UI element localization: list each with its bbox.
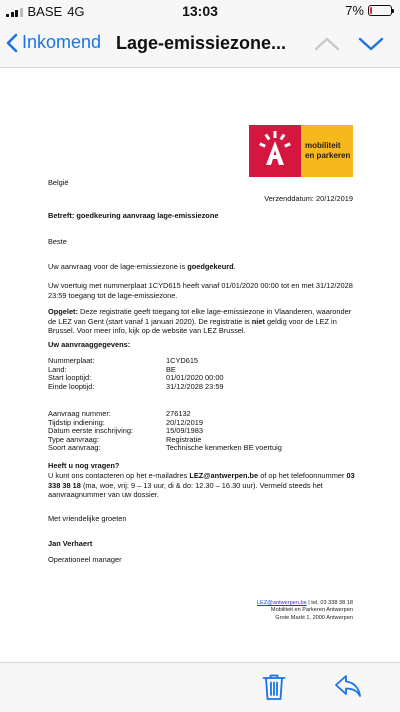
approval-paragraph: Uw aanvraag voor de lage-emissiezone is goedgekeurd. [48,262,236,271]
signer-name: Jan Verhaert [48,539,93,548]
help-phone-link[interactable]: 03 338 38 18 [48,471,355,490]
detail-row: Type aanvraag: Registratie [48,434,202,444]
send-date: Verzenddatum: 20/12/2019 [264,194,353,203]
battery-percent: 7% [345,3,364,18]
notice-paragraph: Opgelet: Deze registratie geeft toegang tot elke lage-emissiezone in Vlaanderen, waaronder de LEZ van Gent (start vanaf 1 januari 2020). De registratie is niet geldig voor de LEZ in Brussel. Voor meer info, kijk op de website van LEZ Brussel. [48,307,352,336]
country: België [48,178,69,187]
detail-row: Tijdstip indiening: 20/12/2019 [48,417,203,427]
trash-icon[interactable] [262,673,286,701]
help-paragraph: U kunt ons contacteren op het e-mailadres LEZ@antwerpen.be of op het telefoonnummer 03 338 38 18 (ma, woe, vrij: 9 – 13 uur, di & do: 12.30 – 16.30 uur). Vermeld steeds het aanvraagnummer van uw dossier. [48,471,355,500]
greeting: Beste [48,237,67,246]
back-button[interactable] [6,32,101,53]
footer-address: Grote Markt 1, 2000 Antwerpen [275,614,353,621]
chevron-up-icon[interactable] [314,36,340,52]
bottom-toolbar [0,662,400,712]
battery-icon [368,5,392,16]
section-title: Uw aanvraaggegevens: [48,340,131,349]
detail-row: Land: BE [48,364,176,374]
detail-row: Start looptijd: 01/01/2020 00:00 [48,373,224,383]
chevron-left-icon [6,33,18,53]
page-title: Lage-emissiezone... [116,33,287,53]
detail-row: Soort aanvraag: Technische kenmerken BE voertuig [48,443,282,453]
footer-org: Mobiliteit en Parkeren Antwerpen [270,607,353,614]
reply-icon[interactable] [334,673,362,699]
signer-role: Operationeel manager [48,555,122,564]
logo-text: mobiliteit en parkeren [301,125,353,177]
antwerpen-logo [249,125,353,177]
back-label: Inkomend [22,32,102,52]
footer-email-link[interactable]: LEZ@antwerpen.be [256,600,307,606]
chevron-down-icon[interactable] [358,36,384,52]
carrier-name: BASE [27,4,63,19]
details-table-1 [48,357,224,391]
detail-row: Aanvraag nummer: 276132 [48,409,191,418]
detail-row: Nummerplaat: 1CYD615 [48,356,199,365]
closing: Met vriendelijke groeten [48,514,127,523]
nav-bar [0,22,400,68]
details-table-2 [48,410,282,453]
letter-footer: LEZ@antwerpen.be | tel. 03 338 38 18 Mobiliteit en Parkeren Antwerpen Grote Markt 1, 2000 Antwerpen [256,600,353,621]
status-time: 13:03 [182,3,218,19]
subject: Betreft: goedkeuring aanvraag lage-emissiezone [48,211,219,220]
email-body [0,68,400,662]
help-title: Heeft u nog vragen? [48,461,120,470]
detail-row: Datum eerste inschrijving: 15/09/1983 [48,426,203,436]
battery-status [345,3,392,18]
detail-row: Einde looptijd: 31/12/2028 23:59 [48,381,224,391]
a-logo-icon [249,125,301,177]
status-bar [0,0,400,22]
help-email-link[interactable]: LEZ@antwerpen.be [189,471,259,480]
network-type: 4G [67,4,85,19]
validity-paragraph: Uw voertuig met nummerplaat 1CYD615 heeft vanaf 01/01/2020 00:00 tot en met 31/12/2028 23:59 toegang tot de lage-emissiezone. [48,281,353,300]
